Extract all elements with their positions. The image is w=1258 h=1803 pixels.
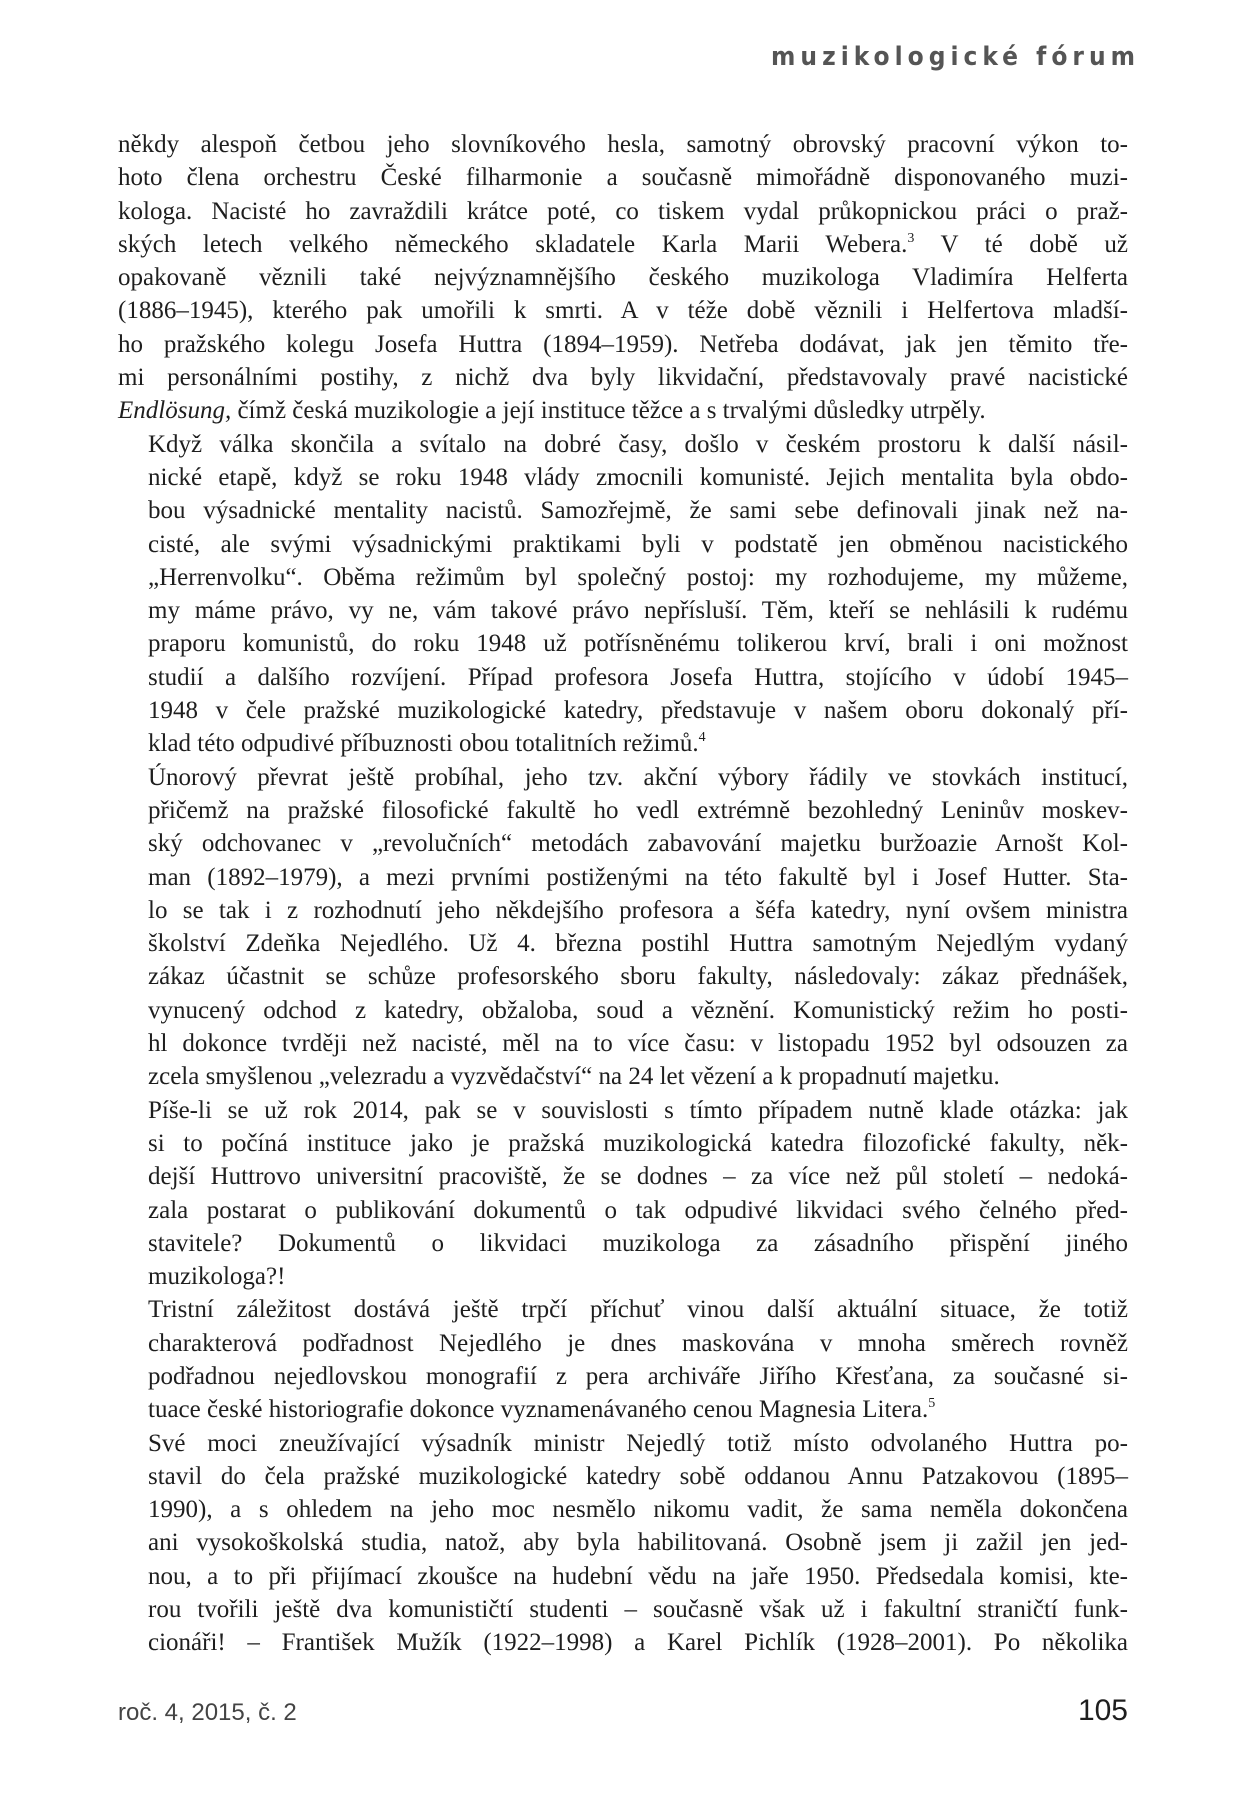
text-line: man (1892–1979), a mezi prvními postiženými na této fakultě byl i Josef Hutter. Sta- bbox=[148, 863, 1128, 891]
text-line: ani vysokoškolská studia, natož, aby byla habilitovaná. Osobně jsem ji zažil jen jed- bbox=[148, 1529, 1128, 1557]
text-segment: klad této odpudivé příbuznosti obou totalitních režimů. bbox=[148, 730, 699, 758]
text-line bbox=[118, 727, 1128, 760]
text-line: cionáři! – František Mužík (1922–1998) a Karel Pichlík (1928–2001). Po několika bbox=[148, 1629, 1128, 1657]
text-line: si to počíná instituce jako je pražská muzikologická katedra filozofické fakulty, něk- bbox=[148, 1129, 1128, 1157]
paragraph-3 bbox=[118, 761, 1128, 1094]
footer-volume-info: roč. 4, 2015, č. 2 bbox=[118, 1699, 297, 1726]
text-line: cisté, ale svými výsadnickými praktikami byli v podstatě jen obměnou nacistického bbox=[148, 530, 1128, 558]
italic-term: Endlösung, bbox=[118, 397, 232, 425]
text-line: studií a dalšího rozvíjení. Případ profesora Josefa Huttra, stojícího v údobí 1945– bbox=[148, 663, 1128, 691]
running-head-journal-title: muzikologické fórum bbox=[771, 42, 1140, 72]
text-line bbox=[118, 394, 1128, 427]
text-line: charakterová podřadnost Nejedlého je dnes maskována v mnoha směrech rovněž bbox=[148, 1329, 1128, 1357]
text-line: praporu komunistů, do roku 1948 už potřísněnému tolikerou krví, brali i oni možnost bbox=[148, 630, 1128, 658]
text-line: zákaz účastnit se schůze profesorského sboru fakulty, následovaly: zákaz přednášek, bbox=[148, 963, 1128, 991]
text-line: „Herrenvolku“. Oběma režimům byl společný postoj: my rozhodujeme, my můžeme, bbox=[148, 563, 1128, 591]
text-line: vynucený odchod z katedry, obžaloba, soud a věznění. Komunistický režim ho posti- bbox=[148, 996, 1128, 1024]
text-line: přičemž na pražské filosofické fakultě ho vedl extrémně bezohledný Leninův moskev- bbox=[148, 796, 1128, 824]
text-line: opakovaně věznili také nejvýznamnějšího českého muzikologa Vladimíra Helferta bbox=[118, 264, 1128, 292]
text-segment: čímž česká muzikologie a její instituce těžce a s trvalými důsledky utrpěly. bbox=[237, 397, 986, 425]
paragraph-2 bbox=[118, 428, 1128, 761]
text-line: bou výsadnické mentality nacistů. Samozřejmě, že sami sebe definovali jinak než na- bbox=[148, 497, 1128, 525]
text-segment: ských letech velkého německého skladatele Karla Marii Webera. bbox=[118, 230, 908, 258]
text-line: 1990), a s ohledem na jeho moc nesmělo nikomu vadit, že sama neměla dokončena bbox=[148, 1496, 1128, 1524]
text-line: Své moci zneužívající výsadník ministr Nejedlý totiž místo odvolaného Huttra po- bbox=[148, 1429, 1128, 1457]
text-line: 1948 v čele pražské muzikologické katedry, představuje v našem oboru dokonalý pří- bbox=[148, 697, 1128, 725]
footnote-ref-3: 3 bbox=[907, 230, 915, 246]
text-line: Píše-li se už rok 2014, pak se v souvislosti s tímto případem nutně klade otázka: jak bbox=[148, 1096, 1128, 1124]
text-segment: V té době už bbox=[914, 230, 1128, 258]
paragraph-5 bbox=[118, 1293, 1128, 1426]
text-line: nické etapě, když se roku 1948 vlády zmocnili komunisté. Jejich mentalita byla obdo- bbox=[148, 463, 1128, 491]
paragraph-1 bbox=[118, 128, 1128, 428]
text-line: ský odchovanec v „revolučních“ metodách zabavování majetku buržoazie Arnošt Kol- bbox=[148, 830, 1128, 858]
text-line: mi personálními postihy, z nichž dva byly likvidační, představovaly pravé nacistické bbox=[118, 364, 1128, 392]
text-line: rou tvořili ještě dva komunističtí studenti – současně však už i fakultní straničtí funk- bbox=[148, 1596, 1128, 1624]
paragraph-6 bbox=[118, 1427, 1128, 1660]
text-line: Když válka skončila a svítalo na dobré časy, došlo v českém prostoru k další násil- bbox=[148, 430, 1128, 458]
text-line bbox=[118, 228, 1128, 261]
text-line: kologa. Nacisté ho zavraždili krátce poté, co tiskem vydal průkopnickou práci o praž- bbox=[118, 197, 1128, 225]
text-line: někdy alespoň četbou jeho slovníkového hesla, samotný obrovský pracovní výkon to- bbox=[118, 131, 1128, 158]
text-line: my máme právo, vy ne, vám takové právo nepřísluší. Těm, kteří se nehlásili k rudému bbox=[148, 597, 1128, 625]
text-line: podřadnou nejedlovskou monografií z pera archiváře Jiřího Křesťana, za současné si- bbox=[148, 1362, 1128, 1390]
page-number: 105 bbox=[1077, 1694, 1128, 1727]
text-line: muzikologa?! bbox=[148, 1263, 286, 1291]
text-line: lo se tak i z rozhodnutí jeho někdejšího profesora a šéfa katedry, nyní ovšem ministra bbox=[148, 896, 1128, 924]
text-line: školství Zdeňka Nejedlého. Už 4. března postihl Huttra samotným Nejedlým vydaný bbox=[148, 930, 1128, 958]
footnote-ref-5: 5 bbox=[928, 1396, 936, 1412]
text-line: zala postarat o publikování dokumentů o tak odpudivé likvidaci svého čelného před- bbox=[148, 1196, 1128, 1224]
text-line: hl dokonce tvrději než nacisté, měl na to více času: v listopadu 1952 byl odsouzen za bbox=[148, 1030, 1128, 1058]
text-line: zcela smyšlenou „velezradu a vyzvědačství“ na 24 let vězení a k propadnutí majetku. bbox=[148, 1063, 1000, 1091]
text-line bbox=[118, 1393, 1128, 1426]
text-line: nou, a to při přijímací zkoušce na hudební vědu na jaře 1950. Předsedala komisi, kte- bbox=[148, 1562, 1128, 1590]
paragraph-4 bbox=[118, 1094, 1128, 1294]
text-line: stavitele? Dokumentů o likvidaci muzikologa za zásadního přispění jiného bbox=[148, 1229, 1128, 1257]
text-line: dejší Huttrovo universitní pracoviště, že se dodnes – za více než půl století – nedoká- bbox=[148, 1163, 1128, 1191]
footnote-ref-4: 4 bbox=[698, 730, 706, 746]
text-segment: tuace české historiografie dokonce vyznamenávaného cenou Magnesia Litera. bbox=[148, 1396, 929, 1424]
text-line: Únorový převrat ještě probíhal, jeho tzv. akční výbory řádily ve stovkách institucí, bbox=[148, 763, 1128, 791]
text-line: hoto člena orchestru České filharmonie a současně mimořádně disponovaného muzi- bbox=[118, 164, 1128, 192]
text-line: Tristní záležitost dostává ještě trpčí příchuť vinou další aktuální situace, že totiž bbox=[148, 1296, 1128, 1324]
text-line: stavil do čela pražské muzikologické katedry sobě oddanou Annu Patzakovou (1895– bbox=[148, 1462, 1128, 1490]
text-line: (1886–1945), kterého pak umořili k smrti. A v téže době věznili i Helfertova mladší- bbox=[118, 297, 1128, 325]
text-line: ho pražského kolegu Josefa Huttra (1894–1959). Netřeba dodávat, jak jen těmito tře- bbox=[118, 330, 1128, 358]
article-body bbox=[118, 128, 1128, 1660]
